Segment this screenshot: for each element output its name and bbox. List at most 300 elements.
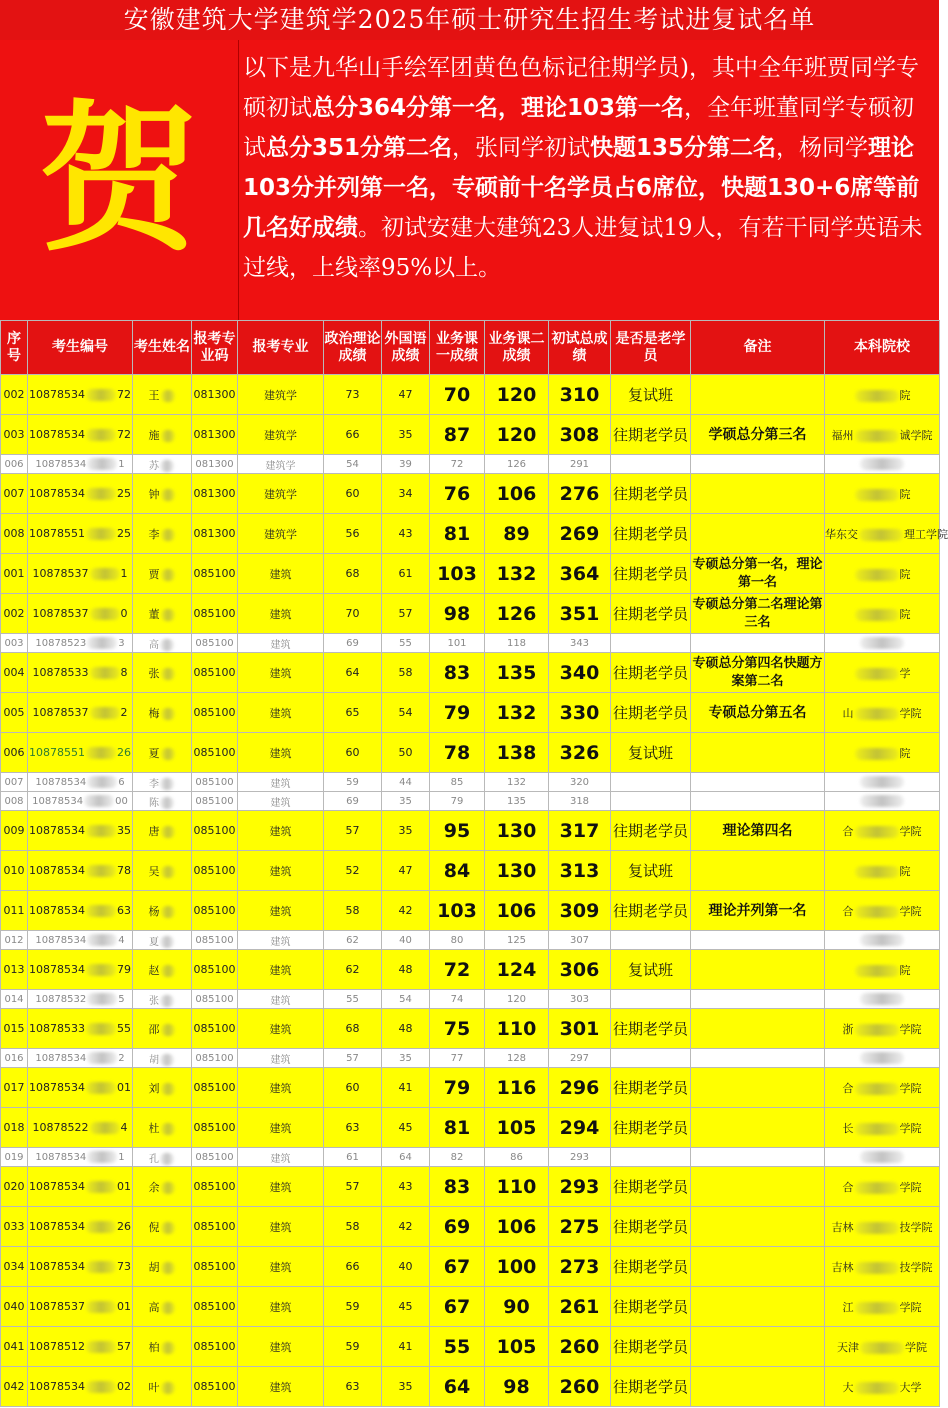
english-score: 48 bbox=[382, 950, 430, 990]
row-number: 003 bbox=[1, 415, 28, 455]
redaction-blur bbox=[855, 826, 899, 838]
redaction-blur bbox=[855, 668, 899, 680]
row-number: 013 bbox=[1, 950, 28, 990]
candidate-surname: 张 bbox=[149, 995, 159, 1007]
politics-score: 66 bbox=[324, 415, 382, 455]
course2-score: 126 bbox=[485, 455, 549, 474]
row-number: 001 bbox=[1, 554, 28, 594]
candidate-name bbox=[133, 1327, 192, 1367]
row-number: 034 bbox=[1, 1247, 28, 1287]
candidate-id-suffix: 1 bbox=[118, 1152, 125, 1163]
politics-score: 59 bbox=[324, 1287, 382, 1327]
major-name: 建筑 bbox=[238, 1009, 324, 1049]
major-code: 085100 bbox=[192, 1287, 238, 1327]
candidate-id-prefix: 10878534 bbox=[35, 1152, 87, 1163]
redaction-blur bbox=[86, 1023, 116, 1035]
candidate-id-suffix: 5 bbox=[118, 994, 125, 1005]
redaction-blur bbox=[86, 865, 116, 877]
undergrad-school bbox=[825, 811, 940, 851]
candidate-id-prefix: 10878534 bbox=[35, 935, 87, 946]
candidate-name bbox=[133, 891, 192, 931]
politics-score: 62 bbox=[324, 931, 382, 950]
redaction-blur bbox=[855, 1302, 899, 1314]
english-score: 41 bbox=[382, 1068, 430, 1108]
redaction-blur bbox=[86, 488, 116, 500]
col-header-school: 本科院校 bbox=[825, 321, 940, 375]
major-name: 建筑 bbox=[238, 990, 324, 1009]
candidate-id-prefix: 10878534 bbox=[29, 428, 85, 441]
remark: 专硕总分第一名，理论第一名 bbox=[691, 554, 825, 594]
student-status: 复试班 bbox=[611, 950, 691, 990]
course1-score: 69 bbox=[430, 1207, 485, 1247]
course2-score: 138 bbox=[485, 733, 549, 773]
politics-score: 59 bbox=[324, 773, 382, 792]
candidate-id bbox=[28, 931, 133, 950]
redaction-blur bbox=[855, 1024, 899, 1036]
redaction-blur bbox=[86, 747, 116, 759]
school-suffix: 院 bbox=[899, 963, 911, 977]
course1-score: 83 bbox=[430, 653, 485, 693]
course2-score: 126 bbox=[485, 594, 549, 634]
english-score: 42 bbox=[382, 891, 430, 931]
total-score: 306 bbox=[549, 950, 611, 990]
table-row-highlighted bbox=[1, 733, 940, 773]
candidate-id bbox=[28, 891, 133, 931]
major-code: 081300 bbox=[192, 415, 238, 455]
course2-score: 98 bbox=[485, 1367, 549, 1407]
table-row-highlighted bbox=[1, 1068, 940, 1108]
school-suffix: 学院 bbox=[899, 1300, 922, 1314]
redaction-blur bbox=[161, 1222, 175, 1234]
course2-score: 124 bbox=[485, 950, 549, 990]
course1-score: 72 bbox=[430, 950, 485, 990]
major-name: 建筑学 bbox=[238, 415, 324, 455]
school-prefix: 福州 bbox=[831, 428, 854, 442]
notice-segment: ，全年班董同学专硕初试 bbox=[243, 95, 915, 161]
school-suffix: 院 bbox=[899, 864, 911, 878]
table-row-highlighted bbox=[1, 811, 940, 851]
col-header-id: 考生编号 bbox=[28, 321, 133, 375]
row-number: 019 bbox=[1, 1148, 28, 1167]
english-score: 35 bbox=[382, 792, 430, 811]
candidate-id-suffix: 4 bbox=[120, 1121, 128, 1134]
redaction-blur bbox=[161, 390, 175, 402]
candidate-id bbox=[28, 950, 133, 990]
candidate-id bbox=[28, 1327, 133, 1367]
course1-score: 79 bbox=[430, 693, 485, 733]
redaction-blur bbox=[87, 1151, 117, 1163]
candidate-name bbox=[133, 851, 192, 891]
row-number: 009 bbox=[1, 811, 28, 851]
course1-score: 70 bbox=[430, 375, 485, 415]
redaction-blur bbox=[86, 1221, 116, 1233]
candidate-surname: 夏 bbox=[149, 936, 159, 948]
candidate-name bbox=[133, 1287, 192, 1327]
student-status: 往期老学员 bbox=[611, 1327, 691, 1367]
student-status: 往期老学员 bbox=[611, 1367, 691, 1407]
course2-score: 110 bbox=[485, 1009, 549, 1049]
school-prefix: 合 bbox=[842, 1081, 854, 1095]
major-name: 建筑 bbox=[238, 1247, 324, 1287]
redaction-blur bbox=[161, 1024, 175, 1036]
redaction-blur bbox=[855, 489, 899, 501]
redaction-blur bbox=[160, 1153, 174, 1165]
english-score: 58 bbox=[382, 653, 430, 693]
candidate-id-prefix: 10878533 bbox=[29, 1022, 85, 1035]
row-number: 008 bbox=[1, 514, 28, 554]
candidate-surname: 梅 bbox=[148, 706, 160, 720]
redaction-blur bbox=[161, 1182, 175, 1194]
major-name: 建筑 bbox=[238, 1327, 324, 1367]
course2-score: 100 bbox=[485, 1247, 549, 1287]
candidate-surname: 余 bbox=[148, 1180, 160, 1194]
table-row-highlighted bbox=[1, 1009, 940, 1049]
table-row-highlighted bbox=[1, 554, 940, 594]
english-score: 55 bbox=[382, 634, 430, 653]
course2-score: 106 bbox=[485, 474, 549, 514]
course1-score: 64 bbox=[430, 1367, 485, 1407]
undergrad-school bbox=[825, 931, 940, 950]
major-code: 081300 bbox=[192, 514, 238, 554]
redaction-blur bbox=[860, 934, 904, 946]
redaction-blur bbox=[855, 390, 899, 402]
candidate-name bbox=[133, 514, 192, 554]
major-code: 081300 bbox=[192, 455, 238, 474]
course1-score: 77 bbox=[430, 1049, 485, 1068]
remark bbox=[691, 1108, 825, 1148]
congrats-notice bbox=[243, 48, 933, 288]
total-score: 269 bbox=[549, 514, 611, 554]
english-score: 34 bbox=[382, 474, 430, 514]
redaction-blur bbox=[161, 430, 175, 442]
student-status: 往期老学员 bbox=[611, 693, 691, 733]
redaction-blur bbox=[855, 965, 899, 977]
school-suffix: 院 bbox=[899, 567, 911, 581]
candidate-surname: 杜 bbox=[148, 1121, 160, 1135]
notice-segment: ，张同学初试 bbox=[452, 135, 591, 161]
total-score: 340 bbox=[549, 653, 611, 693]
redaction-blur bbox=[87, 458, 117, 470]
redaction-blur bbox=[855, 1222, 899, 1234]
row-number: 002 bbox=[1, 594, 28, 634]
redaction-blur bbox=[855, 866, 899, 878]
course2-score: 86 bbox=[485, 1148, 549, 1167]
student-status: 往期老学员 bbox=[611, 1068, 691, 1108]
candidate-id-suffix: 2 bbox=[118, 1053, 125, 1064]
english-score: 43 bbox=[382, 1167, 430, 1207]
candidate-id-suffix: 55 bbox=[117, 1022, 131, 1035]
politics-score: 52 bbox=[324, 851, 382, 891]
col-header-status: 是否是老学员 bbox=[611, 321, 691, 375]
total-score: 320 bbox=[549, 773, 611, 792]
row-number: 033 bbox=[1, 1207, 28, 1247]
candidate-id-suffix: 8 bbox=[120, 666, 128, 679]
major-name: 建筑 bbox=[238, 554, 324, 594]
candidate-id-suffix: 00 bbox=[115, 796, 128, 807]
school-suffix: 学院 bbox=[899, 706, 922, 720]
table-row-highlighted bbox=[1, 891, 940, 931]
candidate-surname: 李 bbox=[148, 527, 160, 541]
candidate-id-prefix: 10878534 bbox=[29, 1180, 85, 1193]
student-status bbox=[611, 773, 691, 792]
row-number: 011 bbox=[1, 891, 28, 931]
course2-score: 135 bbox=[485, 792, 549, 811]
candidate-id-prefix: 10878534 bbox=[35, 777, 87, 788]
row-number: 018 bbox=[1, 1108, 28, 1148]
candidate-name bbox=[133, 1108, 192, 1148]
total-score: 260 bbox=[549, 1327, 611, 1367]
redaction-blur bbox=[860, 458, 904, 470]
candidate-surname: 倪 bbox=[148, 1220, 160, 1234]
redaction-blur bbox=[160, 460, 174, 472]
course1-score: 103 bbox=[430, 891, 485, 931]
candidate-id bbox=[28, 1148, 133, 1167]
english-score: 42 bbox=[382, 1207, 430, 1247]
student-status: 往期老学员 bbox=[611, 1207, 691, 1247]
candidate-id bbox=[28, 773, 133, 792]
redaction-blur bbox=[161, 708, 175, 720]
redaction-blur bbox=[161, 906, 175, 918]
course2-score: 130 bbox=[485, 851, 549, 891]
candidate-id bbox=[28, 455, 133, 474]
candidate-name bbox=[133, 950, 192, 990]
student-status: 往期老学员 bbox=[611, 891, 691, 931]
course1-score: 81 bbox=[430, 1108, 485, 1148]
undergrad-school bbox=[825, 1009, 940, 1049]
redaction-blur bbox=[160, 1054, 174, 1066]
student-status: 往期老学员 bbox=[611, 594, 691, 634]
candidate-name bbox=[133, 1148, 192, 1167]
undergrad-school bbox=[825, 851, 940, 891]
row-number: 006 bbox=[1, 455, 28, 474]
candidate-surname: 夏 bbox=[148, 746, 160, 760]
major-code: 085100 bbox=[192, 594, 238, 634]
major-code: 085100 bbox=[192, 634, 238, 653]
total-score: 330 bbox=[549, 693, 611, 733]
undergrad-school bbox=[825, 773, 940, 792]
redaction-blur bbox=[860, 1342, 904, 1354]
major-name: 建筑 bbox=[238, 851, 324, 891]
politics-score: 60 bbox=[324, 1068, 382, 1108]
row-number: 008 bbox=[1, 792, 28, 811]
undergrad-school bbox=[825, 693, 940, 733]
total-score: 309 bbox=[549, 891, 611, 931]
major-code: 085100 bbox=[192, 693, 238, 733]
redaction-blur bbox=[855, 1123, 899, 1135]
candidate-id-suffix: 0 bbox=[120, 607, 128, 620]
candidate-id-prefix: 10878537 bbox=[32, 607, 89, 620]
course1-score: 103 bbox=[430, 554, 485, 594]
undergrad-school bbox=[825, 1068, 940, 1108]
politics-score: 61 bbox=[324, 1148, 382, 1167]
row-number: 041 bbox=[1, 1327, 28, 1367]
undergrad-school bbox=[825, 514, 948, 554]
candidate-id-suffix: 63 bbox=[117, 904, 131, 917]
undergrad-school bbox=[825, 415, 940, 455]
school-suffix: 院 bbox=[899, 388, 911, 402]
remark: 理论第四名 bbox=[691, 811, 825, 851]
school-suffix: 院 bbox=[899, 746, 911, 760]
redaction-blur bbox=[855, 430, 899, 442]
row-number: 010 bbox=[1, 851, 28, 891]
english-score: 39 bbox=[382, 455, 430, 474]
candidate-id-suffix: 72 bbox=[117, 388, 131, 401]
redaction-blur bbox=[855, 748, 899, 760]
table-row bbox=[1, 455, 940, 474]
candidate-name bbox=[133, 811, 192, 851]
candidate-id-suffix: 79 bbox=[117, 963, 131, 976]
row-number: 017 bbox=[1, 1068, 28, 1108]
candidate-id bbox=[28, 1009, 133, 1049]
major-code: 085100 bbox=[192, 653, 238, 693]
candidate-surname: 苏 bbox=[149, 460, 159, 472]
total-score: 293 bbox=[549, 1167, 611, 1207]
candidate-surname: 董 bbox=[148, 607, 160, 621]
candidate-surname: 刘 bbox=[148, 1081, 160, 1095]
redaction-blur bbox=[859, 529, 903, 541]
total-score: 326 bbox=[549, 733, 611, 773]
redaction-blur bbox=[160, 936, 174, 948]
course1-score: 78 bbox=[430, 733, 485, 773]
course2-score: 106 bbox=[485, 1207, 549, 1247]
candidate-id bbox=[28, 1167, 133, 1207]
candidate-id-prefix: 10878534 bbox=[29, 1081, 85, 1094]
politics-score: 69 bbox=[324, 634, 382, 653]
english-score: 64 bbox=[382, 1148, 430, 1167]
redaction-blur bbox=[860, 1151, 904, 1163]
table-row bbox=[1, 931, 940, 950]
row-number: 005 bbox=[1, 693, 28, 733]
politics-score: 68 bbox=[324, 1009, 382, 1049]
table-row-highlighted bbox=[1, 851, 940, 891]
table-body bbox=[1, 375, 948, 1407]
remark bbox=[691, 990, 825, 1009]
redaction-blur bbox=[855, 569, 899, 581]
course1-score: 67 bbox=[430, 1247, 485, 1287]
politics-score: 63 bbox=[324, 1108, 382, 1148]
redaction-blur bbox=[86, 1261, 116, 1273]
school-suffix: 学院 bbox=[905, 1340, 927, 1354]
english-score: 40 bbox=[382, 931, 430, 950]
remark bbox=[691, 851, 825, 891]
remark bbox=[691, 1207, 825, 1247]
candidate-name bbox=[133, 415, 192, 455]
candidate-name bbox=[133, 1207, 192, 1247]
redaction-blur bbox=[860, 637, 904, 649]
major-code: 085100 bbox=[192, 1009, 238, 1049]
remark: 学硕总分第三名 bbox=[691, 415, 825, 455]
student-status bbox=[611, 931, 691, 950]
undergrad-school bbox=[825, 634, 940, 653]
politics-score: 65 bbox=[324, 693, 382, 733]
table-row bbox=[1, 773, 940, 792]
major-name: 建筑 bbox=[238, 811, 324, 851]
politics-score: 64 bbox=[324, 653, 382, 693]
congrats-character: 贺 bbox=[0, 40, 239, 320]
candidate-id-suffix: 1 bbox=[118, 459, 125, 470]
candidate-id-suffix: 57 bbox=[117, 1340, 131, 1353]
candidate-id-prefix: 10878551 bbox=[29, 746, 85, 759]
course1-score: 79 bbox=[430, 792, 485, 811]
redaction-blur bbox=[855, 1382, 899, 1394]
english-score: 35 bbox=[382, 415, 430, 455]
table-row-highlighted bbox=[1, 375, 940, 415]
redaction-blur bbox=[855, 906, 899, 918]
redaction-blur bbox=[161, 1262, 175, 1274]
candidate-surname: 邵 bbox=[148, 1022, 160, 1036]
student-status: 往期老学员 bbox=[611, 811, 691, 851]
candidate-surname: 孔 bbox=[149, 1153, 159, 1165]
remark bbox=[691, 733, 825, 773]
redaction-blur bbox=[161, 748, 175, 760]
major-code: 085100 bbox=[192, 851, 238, 891]
major-code: 085100 bbox=[192, 792, 238, 811]
major-name: 建筑 bbox=[238, 1108, 324, 1148]
major-code: 085100 bbox=[192, 1068, 238, 1108]
table-row-highlighted bbox=[1, 1327, 940, 1367]
candidate-surname: 叶 bbox=[148, 1380, 160, 1394]
candidate-name bbox=[133, 931, 192, 950]
table-header bbox=[1, 321, 940, 375]
major-name: 建筑 bbox=[238, 653, 324, 693]
student-status: 复试班 bbox=[611, 851, 691, 891]
major-code: 085100 bbox=[192, 1167, 238, 1207]
course2-score: 105 bbox=[485, 1327, 549, 1367]
row-number: 006 bbox=[1, 733, 28, 773]
school-suffix: 理工学院 bbox=[904, 527, 948, 541]
redaction-blur bbox=[86, 825, 116, 837]
total-score: 294 bbox=[549, 1108, 611, 1148]
major-name: 建筑 bbox=[238, 594, 324, 634]
student-status: 往期老学员 bbox=[611, 1108, 691, 1148]
row-number: 020 bbox=[1, 1167, 28, 1207]
major-code: 085100 bbox=[192, 1207, 238, 1247]
remark bbox=[691, 634, 825, 653]
major-name: 建筑学 bbox=[238, 375, 324, 415]
course2-score: 135 bbox=[485, 653, 549, 693]
major-name: 建筑 bbox=[238, 950, 324, 990]
school-suffix: 学院 bbox=[899, 1022, 922, 1036]
course2-score: 110 bbox=[485, 1167, 549, 1207]
student-status: 往期老学员 bbox=[611, 1009, 691, 1049]
candidate-name bbox=[133, 375, 192, 415]
english-score: 54 bbox=[382, 693, 430, 733]
course2-score: 132 bbox=[485, 693, 549, 733]
politics-score: 73 bbox=[324, 375, 382, 415]
remark bbox=[691, 950, 825, 990]
candidate-id-prefix: 10878534 bbox=[29, 824, 85, 837]
total-score: 303 bbox=[549, 990, 611, 1009]
politics-score: 55 bbox=[324, 990, 382, 1009]
major-code: 085100 bbox=[192, 1247, 238, 1287]
remark bbox=[691, 455, 825, 474]
redaction-blur bbox=[86, 1181, 116, 1193]
major-code: 085100 bbox=[192, 990, 238, 1009]
candidate-id bbox=[28, 792, 133, 811]
table-row-highlighted bbox=[1, 1367, 940, 1407]
undergrad-school bbox=[825, 1207, 940, 1247]
undergrad-school bbox=[825, 653, 940, 693]
candidate-id-prefix: 10878534 bbox=[32, 796, 84, 807]
school-prefix: 大 bbox=[842, 1380, 854, 1394]
undergrad-school bbox=[825, 1247, 940, 1287]
col-header-politics: 政治理论成绩 bbox=[324, 321, 382, 375]
table-row bbox=[1, 634, 940, 653]
redaction-blur bbox=[90, 608, 120, 620]
major-code: 085100 bbox=[192, 1108, 238, 1148]
redaction-blur bbox=[90, 667, 120, 679]
candidate-id bbox=[28, 1049, 133, 1068]
